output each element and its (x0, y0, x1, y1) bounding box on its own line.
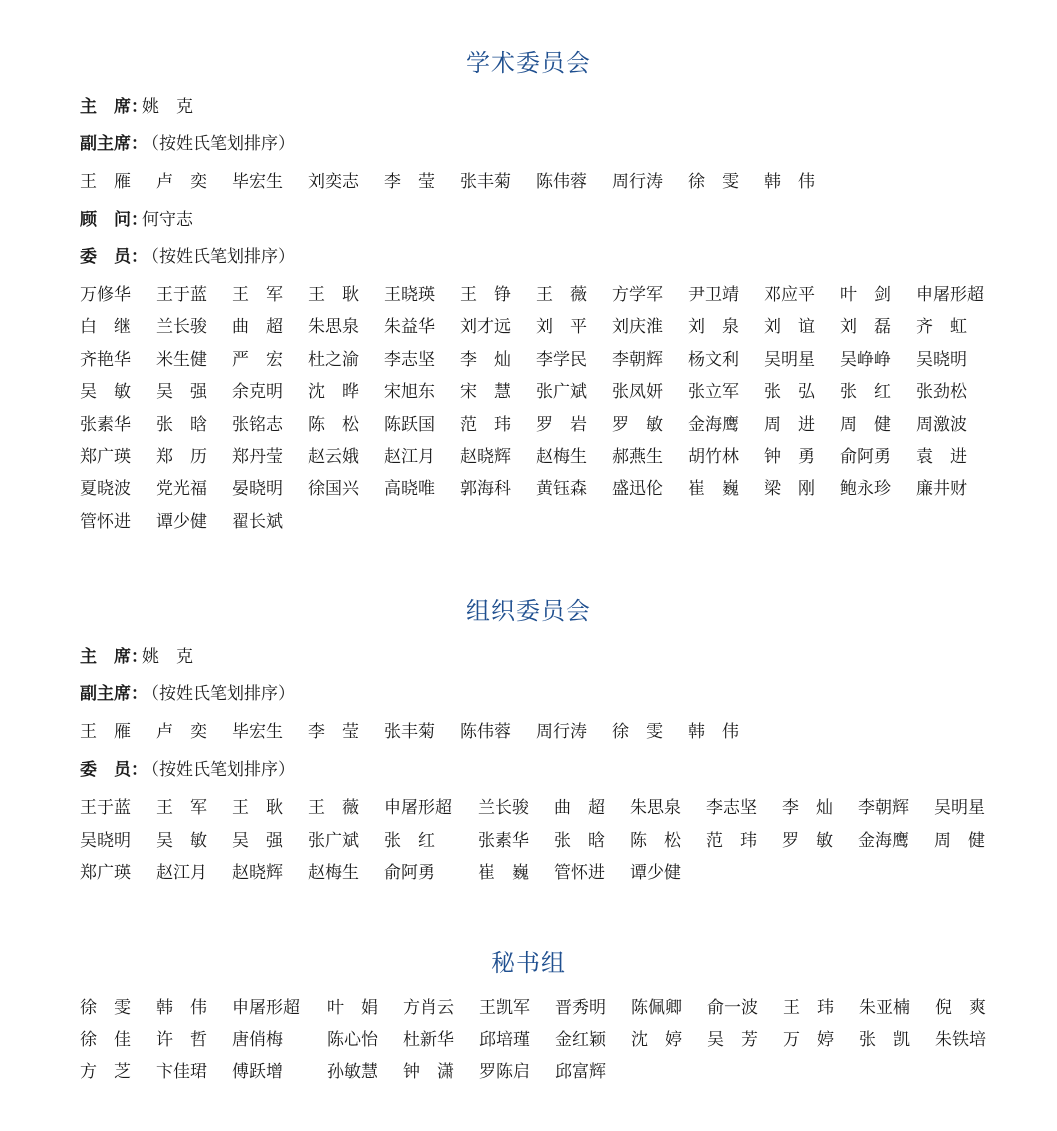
member-name: 叶 剑 (840, 285, 891, 305)
member-name: 倪 爽 (935, 998, 986, 1018)
academic-members-label: 委 员： (80, 247, 148, 267)
academic-vice-label: 副主席： (80, 134, 148, 154)
member-name: 梁 刚 (764, 479, 815, 500)
member-name: 鲍永珍 (840, 479, 891, 500)
member-name: 谭少健 (630, 863, 681, 883)
member-name: 张劲松 (916, 382, 967, 403)
member-name: 余克明 (232, 382, 283, 403)
member-name: 张 红 (840, 382, 891, 403)
member-name: 金海鹰 (858, 830, 909, 851)
member-name: 吴 强 (156, 382, 207, 403)
member-name: 翟长斌 (232, 511, 283, 532)
member-name: 赵江月 (156, 863, 207, 883)
member-name: 郑广瑛 (80, 863, 131, 883)
member-name: 吴晓明 (80, 830, 131, 851)
member-name: 杜新华 (403, 1030, 454, 1051)
member-name: 夏晓波 (80, 479, 131, 500)
member-name: 朱铁培 (935, 1030, 986, 1051)
member-name: 吴 敏 (156, 830, 207, 851)
member-name: 赵云娥 (308, 447, 359, 467)
member-name: 罗陈启 (479, 1062, 530, 1083)
member-name: 钟 勇 (764, 447, 815, 467)
academic-members-line (80, 245, 295, 269)
member-name: 周 健 (934, 830, 985, 851)
member-name: 申屠形超 (232, 998, 300, 1018)
member-name: 方学军 (612, 285, 663, 305)
vice-chair-name: 韩 伟 (764, 172, 815, 192)
member-name: 张 弘 (764, 382, 815, 403)
member-name: 申屠形超 (384, 798, 452, 818)
member-name: 许 哲 (156, 1030, 207, 1051)
member-name: 廉井财 (916, 479, 967, 500)
vice-chair-name: 周行涛 (612, 172, 663, 192)
member-name: 俞一波 (707, 998, 758, 1018)
organizing-vice-label: 副主席： (80, 684, 148, 704)
member-name: 刘 泉 (688, 317, 739, 338)
member-name: 兰长骏 (156, 317, 207, 338)
organizing-members-label: 委 员： (80, 760, 148, 780)
vice-chair-name: 卢 奕 (156, 722, 207, 742)
vice-chair-name: 李 莹 (384, 172, 435, 192)
member-name: 吴 强 (232, 830, 283, 851)
vice-chair-name: 周行涛 (536, 722, 587, 742)
member-name: 王凯军 (479, 998, 530, 1018)
member-name: 王于蓝 (80, 798, 131, 818)
vice-chair-name: 毕宏生 (232, 172, 283, 192)
academic-advisor-line (80, 208, 193, 232)
member-name: 张素华 (80, 414, 131, 435)
academic-chair-line (80, 95, 193, 119)
member-name: 王 薇 (308, 798, 359, 818)
member-name: 刘才远 (460, 317, 511, 338)
organizing-vice-note: （按姓氏笔划排序） (142, 684, 295, 704)
member-name: 张 晗 (554, 830, 605, 851)
member-name: 严 宏 (232, 349, 283, 370)
member-name: 胡竹林 (688, 447, 739, 467)
member-name: 陈 松 (308, 414, 359, 435)
member-name: 陈佩卿 (631, 998, 682, 1018)
member-name: 谭少健 (156, 511, 207, 532)
member-name: 白 继 (80, 317, 131, 338)
organizing-members-note: （按姓氏笔划排序） (142, 760, 295, 780)
member-name: 李朝辉 (612, 349, 663, 370)
member-name: 金红颖 (555, 1030, 606, 1051)
member-name: 郝燕生 (612, 447, 663, 467)
member-name: 罗 敏 (782, 830, 833, 851)
member-name: 李学民 (536, 349, 587, 370)
member-name: 吴 敏 (80, 382, 131, 403)
member-name: 吴晓明 (916, 349, 967, 370)
member-name: 沈 婷 (631, 1030, 682, 1051)
member-name: 朱益华 (384, 317, 435, 338)
member-name: 崔 巍 (478, 863, 529, 883)
member-name: 赵晓辉 (232, 863, 283, 883)
member-name: 宋 慧 (460, 382, 511, 403)
member-name: 方 芝 (80, 1062, 131, 1083)
vice-chair-name: 毕宏生 (232, 722, 283, 742)
member-name: 党光福 (156, 479, 207, 500)
member-name: 张 凯 (859, 1030, 910, 1051)
member-name: 赵晓辉 (460, 447, 511, 467)
member-name: 周 进 (764, 414, 815, 435)
member-name: 李志坚 (384, 349, 435, 370)
member-name: 赵梅生 (536, 447, 587, 467)
member-name: 刘 磊 (840, 317, 891, 338)
member-name: 陈心怡 (327, 1030, 378, 1051)
member-name: 卞佳珺 (156, 1062, 207, 1083)
member-name: 张广斌 (308, 830, 359, 851)
member-name: 方肖云 (403, 998, 454, 1018)
member-name: 赵梅生 (308, 863, 359, 883)
member-name: 张 红 (384, 830, 435, 851)
organizing-committee-title: 组织委员会 (466, 597, 591, 625)
organizing-members-line (80, 758, 295, 782)
member-name: 王 铮 (460, 285, 511, 305)
vice-chair-name: 卢 奕 (156, 172, 207, 192)
member-name: 王于蓝 (156, 285, 207, 305)
vice-chair-name: 王 雁 (80, 722, 131, 742)
member-name: 唐俏梅 (232, 1030, 283, 1051)
member-name: 晋秀明 (555, 998, 606, 1018)
member-name: 郑 历 (156, 447, 207, 467)
member-name: 吴明星 (764, 349, 815, 370)
member-name: 王 军 (156, 798, 207, 818)
member-name: 杨文利 (688, 349, 739, 370)
member-name: 张立军 (688, 382, 739, 403)
member-name: 兰长骏 (478, 798, 529, 818)
member-name: 王 军 (232, 285, 283, 305)
member-name: 陈跃国 (384, 414, 435, 435)
member-name: 齐 虹 (916, 317, 967, 338)
vice-chair-name: 王 雁 (80, 172, 131, 192)
member-name: 曲 超 (554, 798, 605, 818)
member-name: 曲 超 (232, 317, 283, 338)
vice-chair-name: 陈伟蓉 (460, 722, 511, 742)
member-name: 王 薇 (536, 285, 587, 305)
member-name: 俞阿勇 (384, 863, 435, 883)
vice-chair-name: 张丰菊 (384, 722, 435, 742)
member-name: 万 婷 (783, 1030, 834, 1051)
member-name: 晏晓明 (232, 479, 283, 500)
organizing-chair-label: 主 席： (80, 647, 148, 667)
member-name: 范 玮 (706, 830, 757, 851)
vice-chair-name: 徐 雯 (612, 722, 663, 742)
academic-advisor-label: 顾 问： (80, 210, 148, 230)
member-name: 管怀进 (80, 511, 131, 532)
member-name: 刘庆淮 (612, 317, 663, 338)
member-name: 朱亚楠 (859, 998, 910, 1018)
member-name: 郑丹莹 (232, 447, 283, 467)
member-name: 朱思泉 (308, 317, 359, 338)
secretariat-title: 秘书组 (491, 949, 566, 977)
vice-chair-name: 韩 伟 (688, 722, 739, 742)
member-name: 周激波 (916, 414, 967, 435)
member-name: 张 晗 (156, 414, 207, 435)
member-name: 徐国兴 (308, 479, 359, 500)
organizing-chair-line (80, 645, 193, 669)
member-name: 张素华 (478, 830, 529, 851)
member-name: 管怀进 (554, 863, 605, 883)
member-name: 邓应平 (764, 285, 815, 305)
member-name: 袁 进 (916, 447, 967, 467)
academic-chair-name: 姚 克 (142, 97, 193, 117)
academic-committee-title: 学术委员会 (466, 49, 591, 77)
member-name: 范 玮 (460, 414, 511, 435)
member-name: 宋旭东 (384, 382, 435, 403)
academic-members-note: （按姓氏笔划排序） (142, 247, 295, 267)
member-name: 邱培瑾 (479, 1030, 530, 1051)
member-name: 高晓唯 (384, 479, 435, 500)
member-name: 张铭志 (232, 414, 283, 435)
member-name: 邱富辉 (555, 1062, 606, 1083)
member-name: 杜之渝 (308, 349, 359, 370)
member-name: 张广斌 (536, 382, 587, 403)
member-name: 金海鹰 (688, 414, 739, 435)
member-name: 吴 芳 (707, 1030, 758, 1051)
academic-vice-line (80, 132, 295, 156)
organizing-chair-name: 姚 克 (142, 647, 193, 667)
member-name: 李 灿 (460, 349, 511, 370)
member-name: 李朝辉 (858, 798, 909, 818)
member-name: 盛迅伦 (612, 479, 663, 500)
member-name: 米生健 (156, 349, 207, 370)
member-name: 罗 岩 (536, 414, 587, 435)
member-name: 王晓瑛 (384, 285, 435, 305)
member-name: 赵江月 (384, 447, 435, 467)
member-name: 郑广瑛 (80, 447, 131, 467)
member-name: 李志坚 (706, 798, 757, 818)
academic-chair-label: 主 席： (80, 97, 148, 117)
vice-chair-name: 徐 雯 (688, 172, 739, 192)
member-name: 吴峥峥 (840, 349, 891, 370)
member-name: 陈 松 (630, 830, 681, 851)
member-name: 崔 巍 (688, 479, 739, 500)
member-name: 罗 敏 (612, 414, 663, 435)
member-name: 尹卫靖 (688, 285, 739, 305)
member-name: 郭海科 (460, 479, 511, 500)
member-name: 王 耿 (232, 798, 283, 818)
member-name: 刘 谊 (764, 317, 815, 338)
member-name: 王 玮 (783, 998, 834, 1018)
vice-chair-name: 刘奕志 (308, 172, 359, 192)
member-name: 万修华 (80, 285, 131, 305)
member-name: 俞阿勇 (840, 447, 891, 467)
member-name: 王 耿 (308, 285, 359, 305)
member-name: 徐 佳 (80, 1030, 131, 1051)
organizing-vice-line (80, 682, 295, 706)
member-name: 黄钰森 (536, 479, 587, 500)
member-name: 钟 潇 (403, 1062, 454, 1083)
member-name: 周 健 (840, 414, 891, 435)
member-name: 叶 娟 (327, 998, 378, 1018)
member-name: 李 灿 (782, 798, 833, 818)
member-name: 刘 平 (536, 317, 587, 338)
member-name: 徐 雯 (80, 998, 131, 1018)
academic-advisor-name: 何守志 (142, 210, 193, 230)
member-name: 吴明星 (934, 798, 985, 818)
vice-chair-name: 张丰菊 (460, 172, 511, 192)
member-name: 张凤妍 (612, 382, 663, 403)
vice-chair-name: 李 莹 (308, 722, 359, 742)
vice-chair-name: 陈伟蓉 (536, 172, 587, 192)
member-name: 傅跃增 (232, 1062, 283, 1083)
member-name: 齐艳华 (80, 349, 131, 370)
academic-vice-note: （按姓氏笔划排序） (142, 134, 295, 154)
member-name: 朱思泉 (630, 798, 681, 818)
member-name: 申屠形超 (916, 285, 984, 305)
member-name: 韩 伟 (156, 998, 207, 1018)
member-name: 孙敏慧 (327, 1062, 378, 1083)
member-name: 沈 晔 (308, 382, 359, 403)
